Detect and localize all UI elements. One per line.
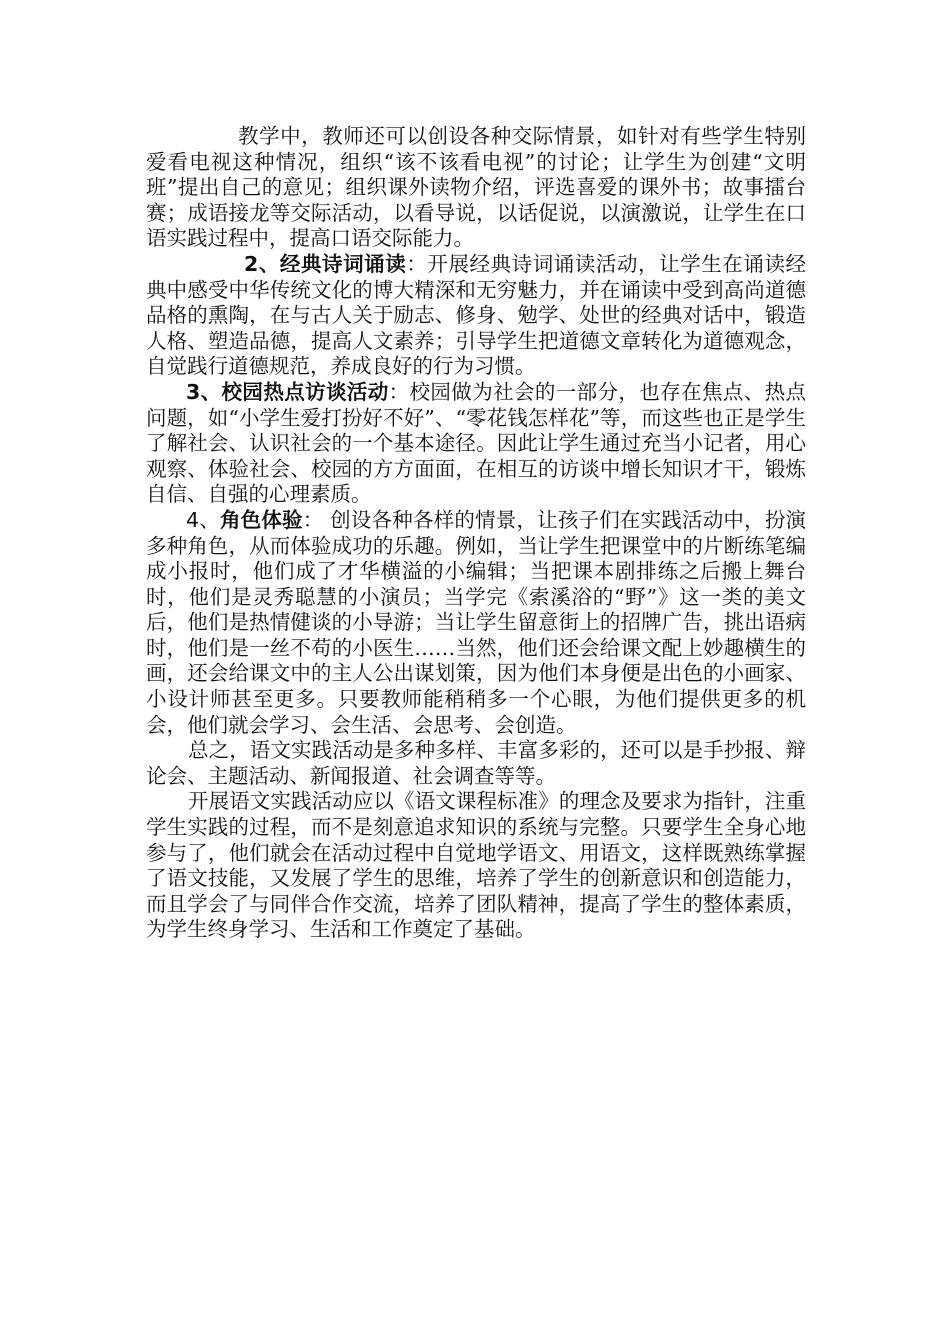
- paragraph-summary: [146, 738, 806, 789]
- paragraph-text: 总之，语文实践活动是多种多样、丰富多彩的，还可以是手抄报、辩论会、主题活动、新闻报道、社会调查等等。: [146, 738, 806, 788]
- paragraph-text: 教学中，教师还可以创设各种交际情景，如针对有些学生特别爱看电视这种情况，组织“该不该看电视”的讨论；让学生为创建“文明班”提出自己的意见；组织课外读物介绍，评选喜爱的课外书；故事擂台赛；成语接龙等交际活动，以看导说，以话促说，以演激说，让学生在口语实践过程中，提高口语交际能力。: [146, 124, 806, 251]
- paragraph-oral-communication: [146, 124, 806, 252]
- section-heading-role-play: 角色体验: [219, 507, 303, 532]
- section-number-role-play: 4、: [186, 507, 220, 532]
- paragraph-text: ：校园做为社会的一部分，也存在焦点、热点问题，如“小学生爱打扮好不好”、“零花钱怎样花”等，而这些也正是学生了解社会、认识社会的一个基本途径。因此让学生通过充当小记者，用心观察、体验社会、校园的方方面面，在相互的访谈中增长知识才干，锻炼自信、自强的心理素质。: [146, 379, 806, 507]
- section-heading-classic-poetry: 2、经典诗词诵读: [244, 251, 407, 276]
- paragraph-text: ： 创设各种各样的情景，让孩子们在实践活动中，扮演多种角色，从而体验成功的乐趣。例如，当让学生把课堂中的片断练笔编成小报时，他们成了才华横溢的小编辑；当把课本剧排练之后搬上舞台时，他们是灵秀聪慧的小演员；当学完《索溪浴的“野”》这一类的美文后，他们是热情健谈的小导游；当让学生留意街上的招牌广告，挑出语病时，他们是一丝不苟的小医生……当然，他们还会给课文配上妙趣横生的画，还会给课文中的主人公出谋划策，因为他们本身便是出色的小画家、小设计师甚至更多。只要教师能稍稍多一个心眼，为他们提供更多的机会，他们就会学习、会生活、会思考、会创造。: [146, 507, 807, 737]
- paragraph-campus-interview: [146, 380, 806, 508]
- paragraph-role-play: [146, 508, 806, 738]
- section-heading-campus-interview: 3、校园热点访谈活动: [186, 379, 389, 404]
- document-body: [146, 124, 806, 943]
- paragraph-text: ：开展经典诗词诵读活动，让学生在诵读经典中感受中华传统文化的博大精深和无穷魅力，并在诵读中受到高尚道德品格的熏陶，在与古人关于励志、修身、勉学、处世的经典对话中，锻造人格、塑造品德，提高人文素养；引导学生把道德文章转化为道德观念，自觉践行道德规范，养成良好的行为习惯。: [146, 251, 807, 379]
- paragraph-text: 开展语文实践活动应以《语文课程标准》的理念及要求为指针，注重学生实践的过程，而不是刻意追求知识的系统与完整。只要学生全身心地参与了，他们就会在活动过程中自觉地学语文、用语文，这样既熟练掌握了语文技能，又发展了学生的思维，培养了学生的创新意识和创造能力，而且学会了与同伴合作交流，培养了团队精神，提高了学生的整体素质，为学生终身学习、生活和工作奠定了基础。: [146, 789, 806, 942]
- paragraph-classic-poetry: [146, 252, 806, 380]
- paragraph-conclusion: [146, 789, 806, 943]
